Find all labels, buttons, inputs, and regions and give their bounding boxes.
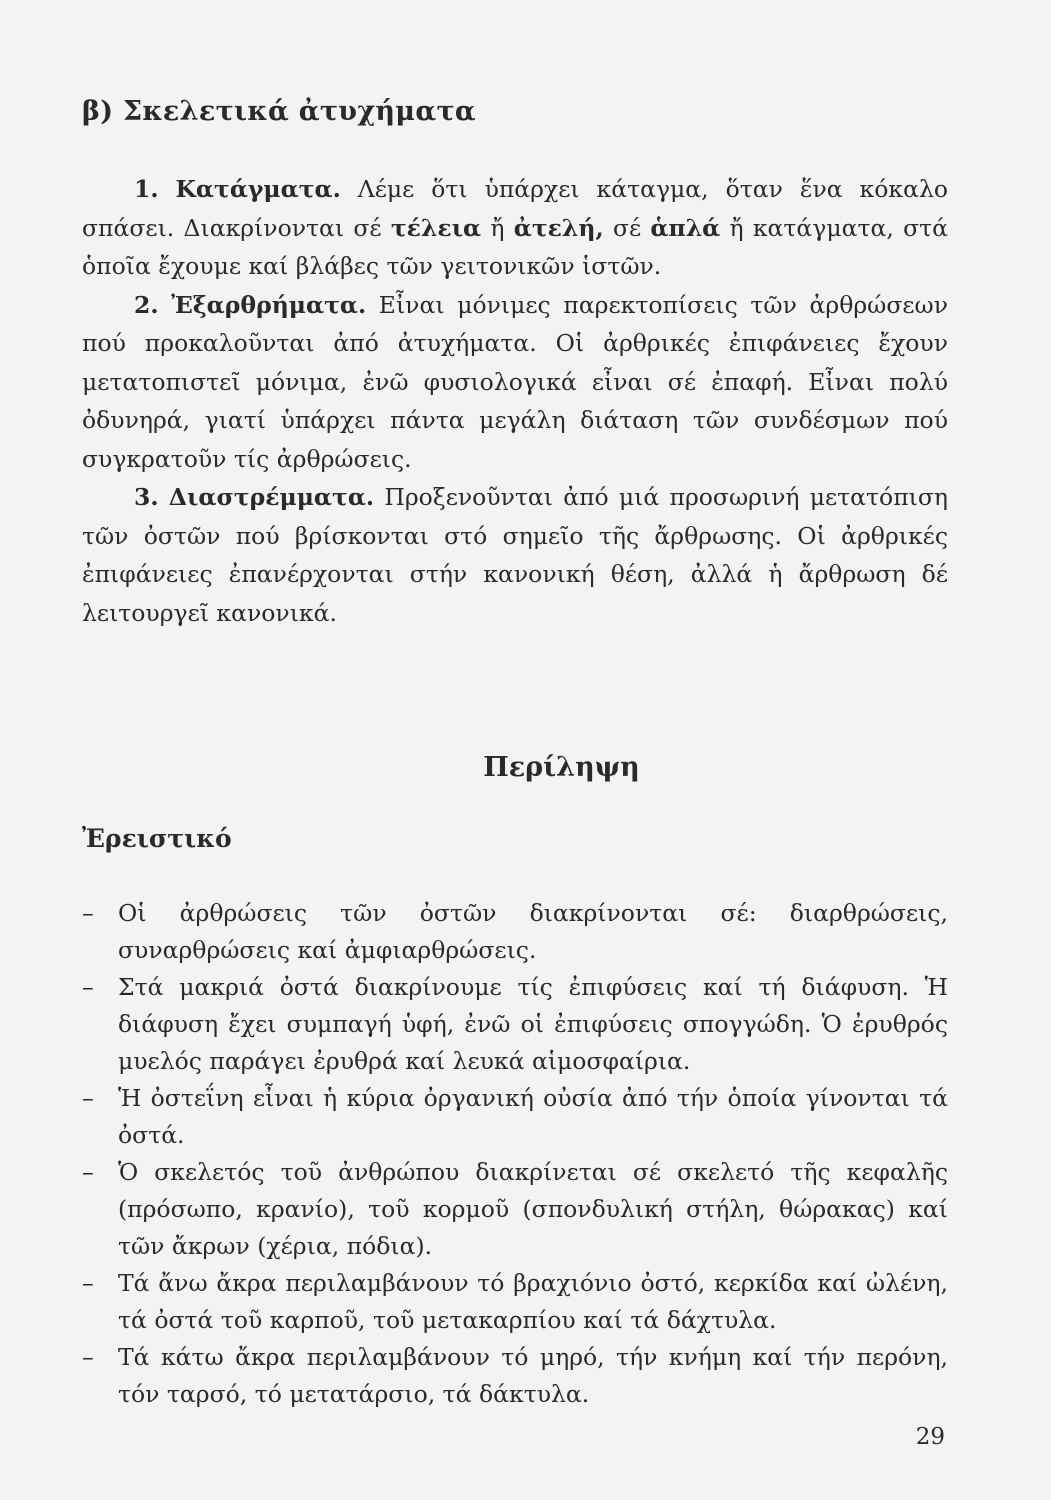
list-item-text: Ἡ ὀστεΐνη εἶναι ἡ κύρια ὀργανική οὐσία ἀπό τήν ὁποία γίνονται τά ὀστά.	[118, 1084, 948, 1149]
paragraph-dislocations	[82, 286, 948, 479]
summary-list	[82, 895, 948, 1413]
list-item	[82, 1339, 948, 1413]
page-number: 29	[915, 1424, 945, 1450]
paragraph-number: 3.	[134, 483, 159, 511]
bold-term: ἁπλά	[650, 213, 721, 242]
dash-bullet: –	[82, 1158, 94, 1186]
dash-bullet: –	[82, 1343, 94, 1371]
dash-bullet: –	[82, 1084, 94, 1112]
list-item	[82, 1154, 948, 1265]
paragraph-number: 2.	[134, 290, 159, 319]
paragraph-text: Λέμε ὅτι ὑπάρχει κάταγμα, ὅταν ἕνα κόκαλο σπάσει. Διακρίνονται σέ	[82, 175, 948, 242]
bold-term: ἀτελή,	[513, 213, 604, 242]
list-item	[82, 1080, 948, 1154]
list-item-text: Ὁ σκελετός τοῦ ἀνθρώπου διακρίνεται σέ σκελετό τῆς κεφαλῆς (πρόσωπο, κρανίο), τοῦ κορμοῦ (σπονδυλική στήλη, θώρακας) καί τῶν ἄκρων (χέρια, πόδια).	[118, 1158, 948, 1260]
paragraph-term: Διαστρέμματα.	[168, 483, 375, 511]
list-item-text: Στά μακριά ὀστά διακρίνουμε τίς ἐπιφύσεις καί τή διάφυση. Ἡ διάφυση ἔχει συμπαγή ὑφή, ἐνῶ οἱ ἐπιφύσεις σπογγώδη. Ὁ ἐρυθρός μυελός παράγει ἐρυθρά καί λευκά αἱμοσφαίρια.	[118, 973, 948, 1075]
list-item	[82, 969, 948, 1080]
summary-title: Περίληψη	[483, 752, 640, 783]
paragraph-text: Εἶναι μόνιμες παρεκτοπίσεις τῶν ἀρθρώσεων πού προκαλοῦνται ἀπό ἀτυχήματα. Οἱ ἀρθρικές ἐπιφάνειες ἔχουν μετατοπιστεῖ μόνιμα, ἐνῶ φυσιολογικά εἶναι σέ ἐπαφή. Εἶναι πολύ ὀδυνηρά, γιατί ὑπάρχει πάντα μεγάλη διάταση τῶν συνδέσμων πού συγκρατοῦν τίς ἀρθρώσεις.	[82, 290, 948, 473]
dash-bullet: –	[82, 899, 94, 927]
list-item-text: Τά ἄνω ἄκρα περιλαμβάνουν τό βραχιόνιο ὀστό, κερκίδα καί ὠλένη, τά ὀστά τοῦ καρποῦ, τοῦ μετακαρπίου καί τά δάχτυλα.	[118, 1269, 948, 1334]
list-item-text: Τά κάτω ἄκρα περιλαμβάνουν τό μηρό, τήν κνήμη καί τήν περόνη, τόν ταρσό, τό μετατάρσιο, τά δάκτυλα.	[118, 1343, 948, 1408]
paragraph-term: Κατάγματα.	[175, 175, 341, 203]
list-item-text: Οἱ ἀρθρώσεις τῶν ὀστῶν διακρίνονται σέ: διαρθρώσεις, συναρθρώσεις καί ἀμφιαρθρώσεις.	[118, 899, 948, 964]
paragraph-text: σέ	[603, 213, 651, 242]
body-text	[82, 170, 948, 632]
summary-subtitle: Ἐρειστικό	[82, 824, 232, 853]
dash-bullet: –	[82, 973, 94, 1001]
list-item	[82, 1265, 948, 1339]
paragraph-sprains	[82, 478, 948, 632]
dash-bullet: –	[82, 1269, 94, 1297]
paragraph-text: Προξενοῦνται ἀπό μιά προσωρινή μετατόπιση τῶν ὀστῶν πού βρίσκονται στό σημεῖο τῆς ἄρθρωσης. Οἱ ἀρθρικές ἐπιφάνειες ἐπανέρχονται στήν κανονική θέση, ἀλλά ἡ ἄρθρωση δέ λειτουργεῖ κανονικά.	[82, 483, 948, 627]
paragraph-text: ἤ κατάγματα, στά ὁποῖα ἔχουμε καί βλάβες τῶν γειτονικῶν ἱστῶν.	[82, 213, 948, 280]
paragraph-fractures	[82, 170, 948, 286]
section-heading: β) Σκελετικά ἀτυχήματα	[82, 96, 476, 127]
paragraph-text: ἤ	[481, 213, 514, 242]
paragraph-number: 1.	[134, 175, 159, 203]
list-item	[82, 895, 948, 969]
bold-term: τέλεια	[390, 213, 482, 242]
paragraph-term: Ἐξαρθρήματα.	[171, 290, 367, 319]
